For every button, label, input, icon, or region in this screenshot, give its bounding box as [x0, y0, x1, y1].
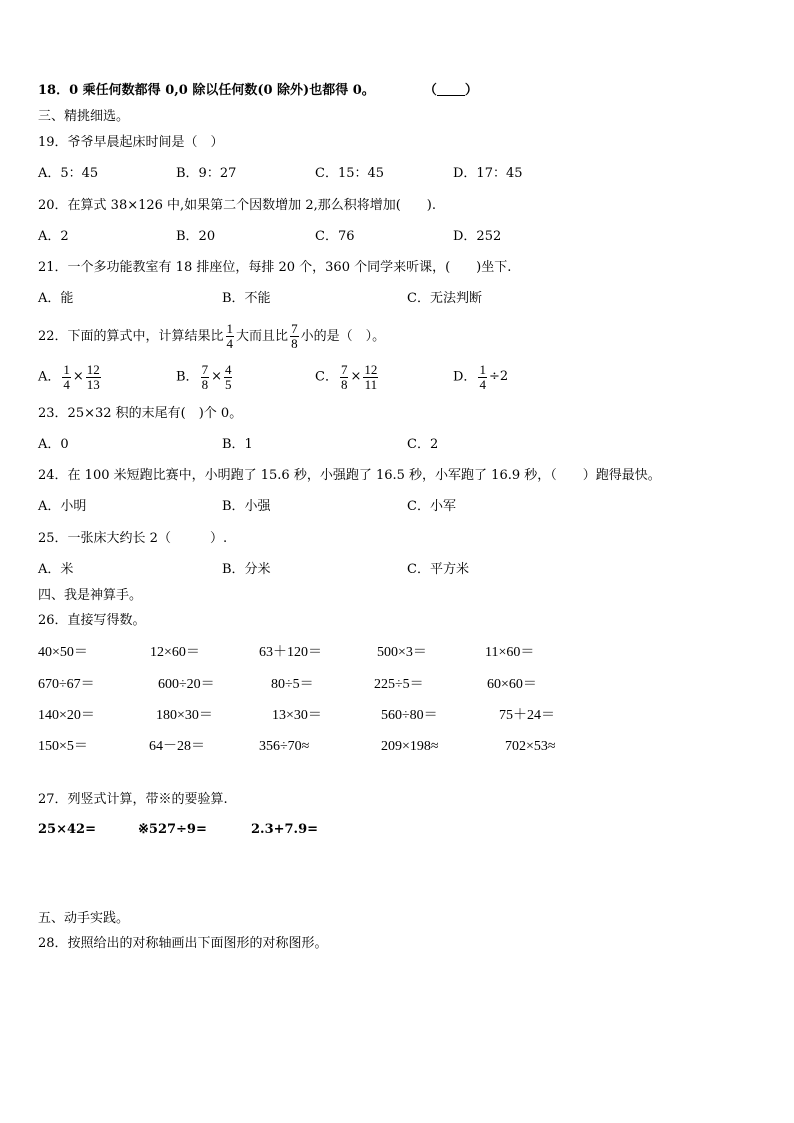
calc-item[interactable]: 80÷5＝ [271, 677, 314, 692]
calc-item[interactable]: 702×53≈ [505, 739, 556, 754]
q25-option-a[interactable]: A．米 [38, 562, 74, 577]
q19-option-d[interactable]: D．17：45 [453, 166, 523, 181]
fraction: $\frac{1}{4}$ [479, 361, 486, 392]
question-28-stem: 28．按照给出的对称轴画出下面图形的对称图形。 [38, 936, 328, 951]
q19-option-a[interactable]: A．5：45 [38, 166, 99, 181]
section-3-title: 三、精挑细选。 [38, 109, 130, 124]
question-26-stem: 26．直接写得数。 [38, 613, 146, 628]
q21-option-c[interactable]: C．无法判断 [407, 291, 482, 306]
section-4-title: 四、我是神算手。 [38, 588, 143, 603]
question-22-stem: 22．下面的算式中，计算结果比 $\frac{1}{4}$ 大而且比 $\frac{7}{8}$ 小的是（ ）。 [38, 321, 386, 351]
fraction: $\frac{1}{4}$ [226, 321, 234, 351]
fraction: $\frac{12}{11}$ [364, 361, 378, 392]
question-19-stem: 19．爷爷早晨起床时间是（ ） [38, 135, 224, 150]
question-25-stem: 25．一张床大约长 2（ ）. [38, 531, 228, 546]
vertical-calc-item[interactable]: 2.3+7.9= [251, 822, 319, 837]
q23-option-b[interactable]: B．1 [222, 437, 253, 452]
calc-item[interactable]: 225÷5＝ [374, 677, 424, 692]
q25-option-c[interactable]: C．平方米 [407, 562, 469, 577]
calc-item[interactable]: 12×60＝ [150, 645, 200, 660]
fraction: $\frac{7}{8}$ [291, 321, 298, 351]
calc-item[interactable]: 180×30＝ [156, 708, 213, 723]
q21-option-b[interactable]: B．不能 [222, 291, 271, 306]
calc-item[interactable]: 209×198≈ [381, 739, 439, 754]
calc-item[interactable]: 40×50＝ [38, 645, 88, 660]
fraction: $\frac{4}{5}$ [224, 361, 232, 392]
q24-option-c[interactable]: C．小军 [407, 499, 456, 514]
fraction: $\frac{7}{8}$ [201, 361, 209, 392]
q20-option-a[interactable]: A．2 [38, 229, 69, 244]
answer-blank[interactable]: （ ） [423, 83, 478, 98]
question-21-stem: 21．一个多功能教室有 18 排座位，每排 20 个，360 个同学来听课，( )坐下. [38, 260, 512, 275]
question-23-stem: 23．25×32 积的末尾有( )个 0。 [38, 406, 243, 421]
calc-item[interactable]: 356÷70≈ [259, 739, 310, 754]
question-20-stem: 20．在算式 38×126 中,如果第二个因数增加 2,那么积将增加( ). [38, 198, 436, 213]
calc-item[interactable]: 64－28＝ [149, 739, 205, 754]
calc-item[interactable]: 140×20＝ [38, 708, 95, 723]
q23-option-c[interactable]: C．2 [407, 437, 439, 452]
fraction: $\frac{7}{8}$ [340, 361, 348, 392]
q20-option-c[interactable]: C．76 [315, 229, 355, 244]
q22-option-c[interactable]: C． $\frac{7}{8}$ × $\frac{12}{11}$ [315, 361, 378, 392]
calc-item[interactable]: 500×3＝ [377, 645, 427, 660]
q20-option-d[interactable]: D．252 [453, 229, 502, 244]
q19-option-c[interactable]: C．15：45 [315, 166, 385, 181]
q24-option-a[interactable]: A．小明 [38, 499, 87, 514]
fraction: $\frac{12}{13}$ [86, 361, 100, 392]
question-18 [38, 83, 478, 99]
fraction: $\frac{1}{4}$ [63, 361, 70, 392]
calc-item[interactable]: 63＋120＝ [259, 645, 322, 660]
calc-item[interactable]: 560÷80＝ [381, 708, 438, 723]
q18-text: 18．0 乘任何数都得 0,0 除以任何数(0 除外)也都得 0。 [38, 83, 375, 98]
calc-item[interactable]: 670÷67＝ [38, 677, 95, 692]
q22-option-a[interactable]: A． $\frac{1}{4}$ × $\frac{12}{13}$ [38, 361, 100, 392]
calc-item[interactable]: 600÷20＝ [158, 677, 215, 692]
calc-item[interactable]: 11×60＝ [485, 645, 535, 660]
section-5-title: 五、动手实践。 [38, 911, 130, 926]
q22-option-b[interactable]: B． $\frac{7}{8}$ × $\frac{4}{5}$ [176, 361, 232, 392]
calc-item[interactable]: 150×5＝ [38, 739, 88, 754]
calc-item[interactable]: 60×60＝ [487, 677, 537, 692]
q19-option-b[interactable]: B．9：27 [176, 166, 237, 181]
q25-option-b[interactable]: B．分米 [222, 562, 271, 577]
q21-option-a[interactable]: A．能 [38, 291, 74, 306]
vertical-calc-item[interactable]: 25×42= [38, 822, 96, 837]
q24-option-b[interactable]: B．小强 [222, 499, 271, 514]
calc-item[interactable]: 75＋24＝ [499, 708, 555, 723]
vertical-calc-item[interactable]: ※527÷9= [138, 822, 207, 837]
question-27-stem: 27．列竖式计算，带※的要验算. [38, 792, 228, 807]
q20-option-b[interactable]: B．20 [176, 229, 216, 244]
q22-option-d[interactable]: D． $\frac{1}{4}$ ÷2 [453, 361, 509, 392]
question-24-stem: 24．在 100 米短跑比赛中，小明跑了 15.6 秒，小强跑了 16.5 秒，小军跑了 16.9 秒，（ ）跑得最快。 [38, 468, 661, 483]
q23-option-a[interactable]: A．0 [38, 437, 69, 452]
calc-item[interactable]: 13×30＝ [272, 708, 322, 723]
